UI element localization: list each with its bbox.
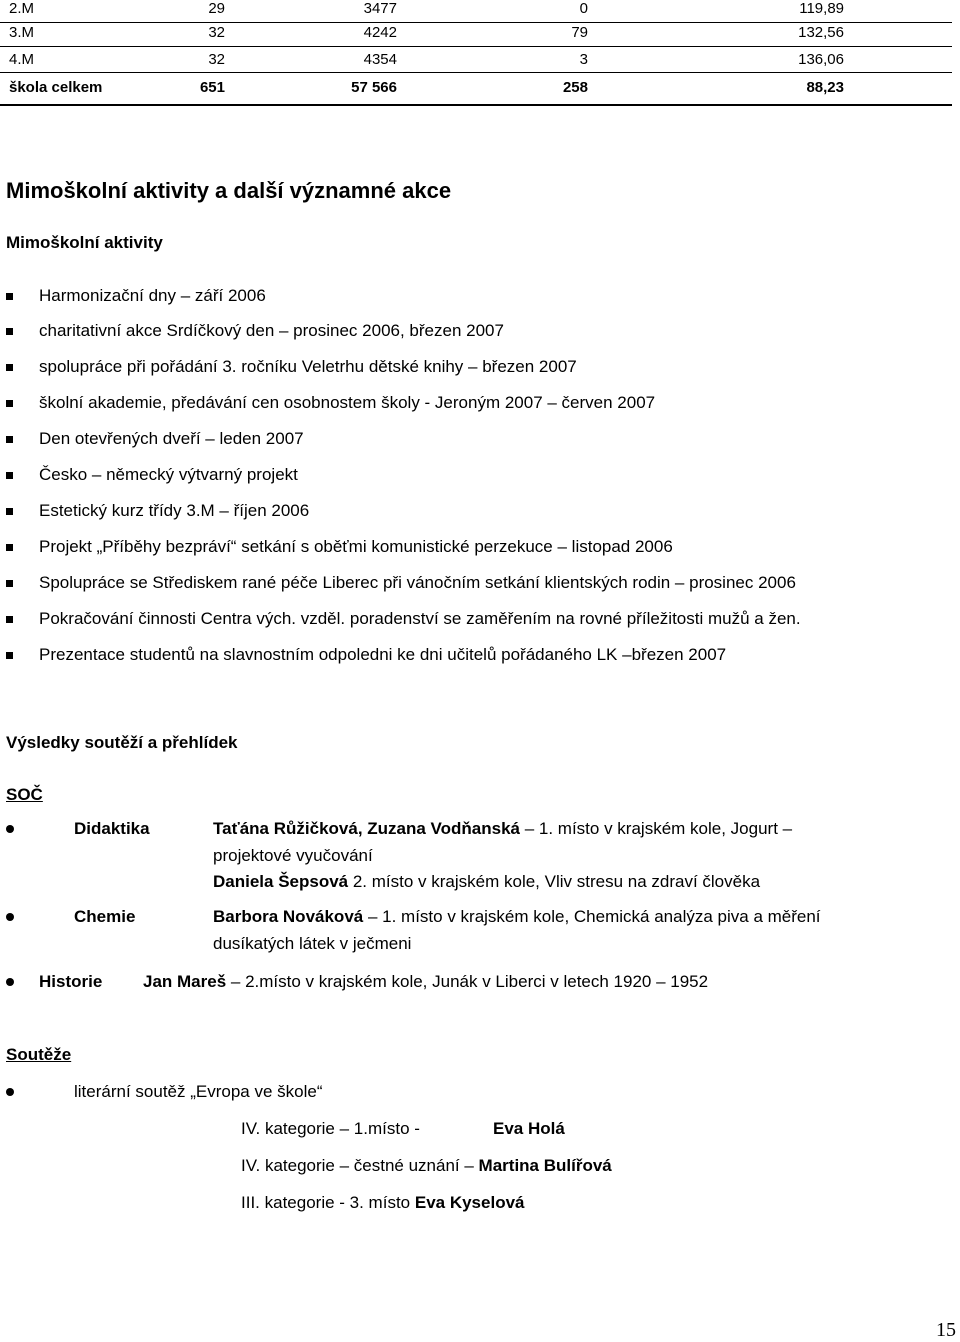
award-line (241, 1193, 525, 1213)
table-rule (0, 104, 952, 106)
table-cell: 258 (562, 79, 588, 96)
table-rule (0, 46, 952, 47)
table-cell: 4354 (363, 51, 397, 68)
square-bullet-icon (6, 544, 13, 551)
result-text: – 1. místo v krajském kole, Jogurt – (520, 819, 793, 838)
list-item-text: Česko – německý výtvarný projekt (39, 465, 298, 484)
square-bullet-icon (6, 436, 13, 443)
table-cell: 29 (208, 0, 225, 17)
competitions-heading: Soutěže (6, 1045, 72, 1064)
square-bullet-icon (6, 328, 13, 335)
table-cell: 119,89 (799, 0, 844, 17)
table-cell: 0 (579, 0, 588, 17)
table-total-row (0, 79, 952, 103)
table-cell: 32 (208, 51, 225, 68)
list-item-text: Den otevřených dveří – leden 2007 (39, 429, 304, 448)
table-row (0, 0, 952, 24)
table-cell: 3 (579, 51, 588, 68)
student-names: Taťána Růžičková, Zuzana Vodňanská (213, 819, 520, 838)
result-line (143, 972, 708, 992)
result-text: – 1. místo v krajském kole, Chemická analýza piva a měření (363, 907, 821, 926)
award-name: Eva Kyselová (414, 1193, 525, 1212)
award-label: III. kategorie - 3. místo (241, 1193, 411, 1212)
table-cell: 32 (208, 24, 225, 41)
list-item-text: Projekt „Příběhy bezpráví“ setkání s oběťmi komunistické perzekuce – listopad 2006 (39, 537, 673, 556)
square-bullet-icon (6, 400, 13, 407)
table-cell: škola celkem (9, 79, 103, 96)
student-names: Daniela Šepsová (213, 872, 349, 891)
result-line: projektové vyučování (213, 846, 373, 865)
square-bullet-icon (6, 472, 13, 479)
list-item-text: Estetický kurz třídy 3.M – říjen 2006 (39, 501, 310, 520)
subject-didaktika: Didaktika (74, 819, 150, 838)
bullet-icon (6, 1088, 14, 1096)
table-rule (0, 22, 952, 23)
section-title: Mimoškolní aktivity a další významné akce (6, 178, 452, 203)
subject-chemie: Chemie (74, 907, 136, 926)
table-cell: 2.M (9, 0, 35, 17)
list-item-text: Harmonizační dny – září 2006 (39, 286, 266, 305)
result-line: dusíkatých látek v ječmeni (213, 934, 412, 953)
list-item-text: charitativní akce Srdíčkový den – prosinec 2006, březen 2007 (39, 321, 504, 340)
table-cell: 3.M (9, 24, 35, 41)
square-bullet-icon (6, 508, 13, 515)
award-name: Martina Bulířová (478, 1156, 612, 1175)
result-line (213, 872, 760, 892)
table-cell: 136,06 (798, 51, 844, 68)
award-name: Eva Holá (493, 1119, 565, 1138)
list-item-text: školní akademie, předávání cen osobnostem školy - Jeroným 2007 – červen 2007 (39, 393, 656, 412)
list-item-text: Pokračování činnosti Centra vých. vzděl. poradenství se zaměřením na rovné příležitosti mužů a žen. (39, 609, 801, 628)
square-bullet-icon (6, 616, 13, 623)
award-label: IV. kategorie – čestné uznání – (241, 1156, 474, 1175)
student-names: Barbora Nováková (213, 907, 364, 926)
square-bullet-icon (6, 652, 13, 659)
table-cell: 79 (571, 24, 588, 41)
square-bullet-icon (6, 293, 13, 300)
results-heading: Výsledky soutěží a přehlídek (6, 733, 238, 752)
result-line (213, 819, 792, 839)
table-rule (0, 72, 952, 73)
table-cell: 132,56 (798, 24, 844, 41)
list-item-text: Prezentace studentů na slavnostním odpoledni ke dni učitelů pořádaného LK –březen 2007 (39, 645, 727, 664)
award-label: IV. kategorie – 1.místo - (241, 1119, 420, 1138)
square-bullet-icon (6, 580, 13, 587)
page-number: 15 (936, 1319, 956, 1341)
list-item-text: spolupráce při pořádání 3. ročníku Veletrhu dětské knihy – březen 2007 (39, 357, 577, 376)
bullet-icon (6, 825, 14, 833)
result-line (213, 907, 821, 927)
table-cell: 4.M (9, 51, 35, 68)
table-cell: 3477 (363, 0, 397, 17)
result-text: – 2.místo v krajském kole, Junák v Liberci v letech 1920 – 1952 (226, 972, 709, 991)
table-row (0, 24, 952, 48)
competition-name: literární soutěž „Evropa ve škole“ (74, 1082, 323, 1101)
result-text: 2. místo v krajském kole, Vliv stresu na zdraví člověka (348, 872, 761, 891)
subject-historie: Historie (39, 972, 103, 991)
soc-heading: SOČ (6, 785, 43, 804)
activities-heading: Mimoškolní aktivity (6, 233, 163, 252)
table-cell: 57 566 (351, 79, 397, 96)
table-cell: 651 (199, 79, 225, 96)
square-bullet-icon (6, 364, 13, 371)
award-line (241, 1156, 612, 1176)
list-item-text: Spolupráce se Střediskem rané péče Liberec při vánočním setkání klientských rodin – prosinec 2006 (39, 573, 796, 592)
table-cell: 4242 (363, 24, 397, 41)
bullet-icon (6, 913, 14, 921)
table-cell: 88,23 (806, 79, 844, 96)
bullet-icon (6, 978, 14, 986)
student-names: Jan Mareš (143, 972, 227, 991)
